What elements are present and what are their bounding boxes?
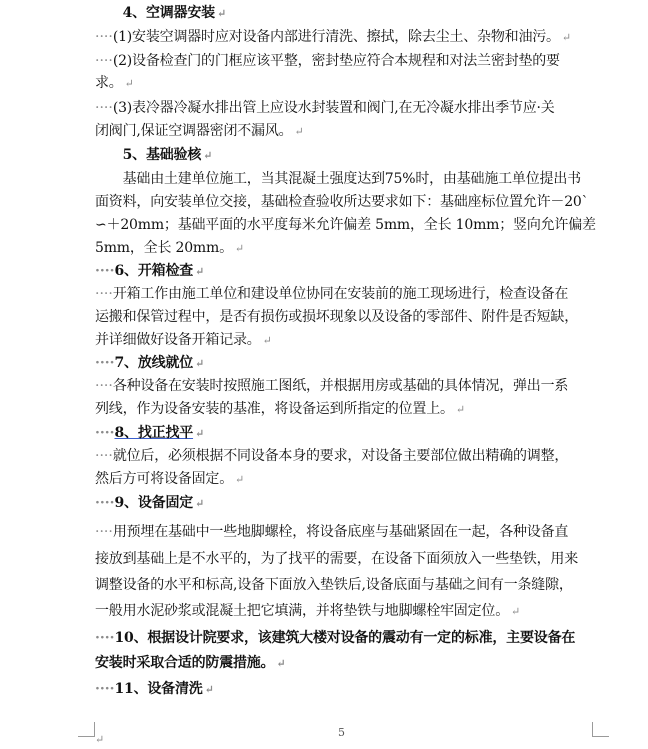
crop-mark-left — [78, 722, 95, 737]
paragraph-mark: ↵ — [216, 7, 226, 20]
page-number: 5 — [338, 726, 345, 739]
paragraph-line: ····各种设备在安装时按照施工图纸，并根据用房或基础的具体情况，弹出一系 — [95, 378, 569, 394]
footer-paragraph-mark: ↵ — [95, 733, 105, 746]
paragraph-line: ····(3)表冷器冷凝水排出管上应设水封装置和阀门,在无冷凝水排出季节应·关 — [95, 100, 555, 116]
heading-equipment-fixing: ····9、设备固定 ↵ — [95, 495, 205, 511]
paragraph-line: 面资料，向安装单位交接，基础检查验收所达要求如下：基础座标位置允许－20` — [95, 194, 589, 210]
paragraph-line: 然后方可将设备固定。 ↵ — [95, 471, 245, 487]
paragraph-line: 并详细做好设备开箱记录。 ↵ — [95, 332, 272, 348]
paragraph-line: 接放到基础上是不水平的，为了找平的需要，在设备下面须放入一些垫铁，用来 — [95, 551, 578, 567]
paragraph-seismic-requirement: ····10、根据设计院要求，该建筑大楼对设备的震动有一定的标准，主要设备在 — [95, 630, 576, 646]
paragraph-line: 运搬和保管过程中，是否有损伤或损坏现象以及设备的零部件、附件是否短缺， — [95, 309, 578, 325]
paragraph-line: 调整设备的水平和标高,设备下面放入垫铁后,设备底面与基础之间有一条缝隙， — [95, 577, 573, 593]
heading-air-handler-install: 4、空调器安装 ↵ — [95, 5, 226, 21]
paragraph-line: ····开箱工作由施工单位和建设单位协同在安装前的施工现场进行，检查设备在 — [95, 286, 569, 302]
paragraph-line: 5mm，全长 20mm。 ↵ — [95, 240, 244, 256]
paragraph-line: ····就位后，必须根据不同设备本身的要求，对设备主要部位做出精确的调整， — [95, 448, 569, 464]
paragraph-line: 求。 ↵ — [95, 75, 134, 91]
heading-layout-positioning: ····7、放线就位 ↵ — [95, 355, 205, 371]
paragraph-line: 闭阀门,保证空调器密闭不漏风。 ↵ — [95, 123, 304, 139]
paragraph-line: ····(2)设备检查门的门框应该平整，密封垫应符合本规程和对法兰密封垫的要 — [95, 53, 560, 69]
paragraph-line: ····用预埋在基础中一些地脚螺栓，将设备底座与基础紧固在一起，各种设备直 — [95, 524, 569, 540]
heading-unpacking-inspection: ····6、开箱检查 ↵ — [95, 263, 205, 279]
paragraph-line: ····(1)安装空调器时应对设备内部进行清洗、擦拭，除去尘土、杂物和油污。 ↵ — [95, 29, 571, 45]
paragraph-line: 一般用水泥砂浆或混凝土把它填满，并将垫铁与地脚螺栓牢固定位。 ↵ — [95, 603, 521, 619]
paragraph-line: ∽＋20mm；基础平面的水平度每米允许偏差 5mm，全长 10mm；竖向允许偏差 — [95, 217, 596, 233]
paragraph-line: 基础由土建单位施工，当其混凝土强度达到75%时，由基础施工单位提出书 — [95, 171, 581, 187]
paragraph-line: 列线，作为设备安装的基准，将设备运到所指定的位置上。 ↵ — [95, 401, 465, 417]
heading-alignment-leveling: ····8、找正找平 ↵ — [95, 425, 205, 441]
heading-equipment-cleaning: ····11、设备清洗 ↵ — [95, 681, 214, 697]
paragraph-seismic-requirement-cont: 安装时采取合适的防震措施。 ↵ — [95, 655, 286, 671]
heading-foundation-check: 5、基础验核 ↵ — [95, 147, 213, 163]
crop-mark-right — [592, 722, 609, 737]
